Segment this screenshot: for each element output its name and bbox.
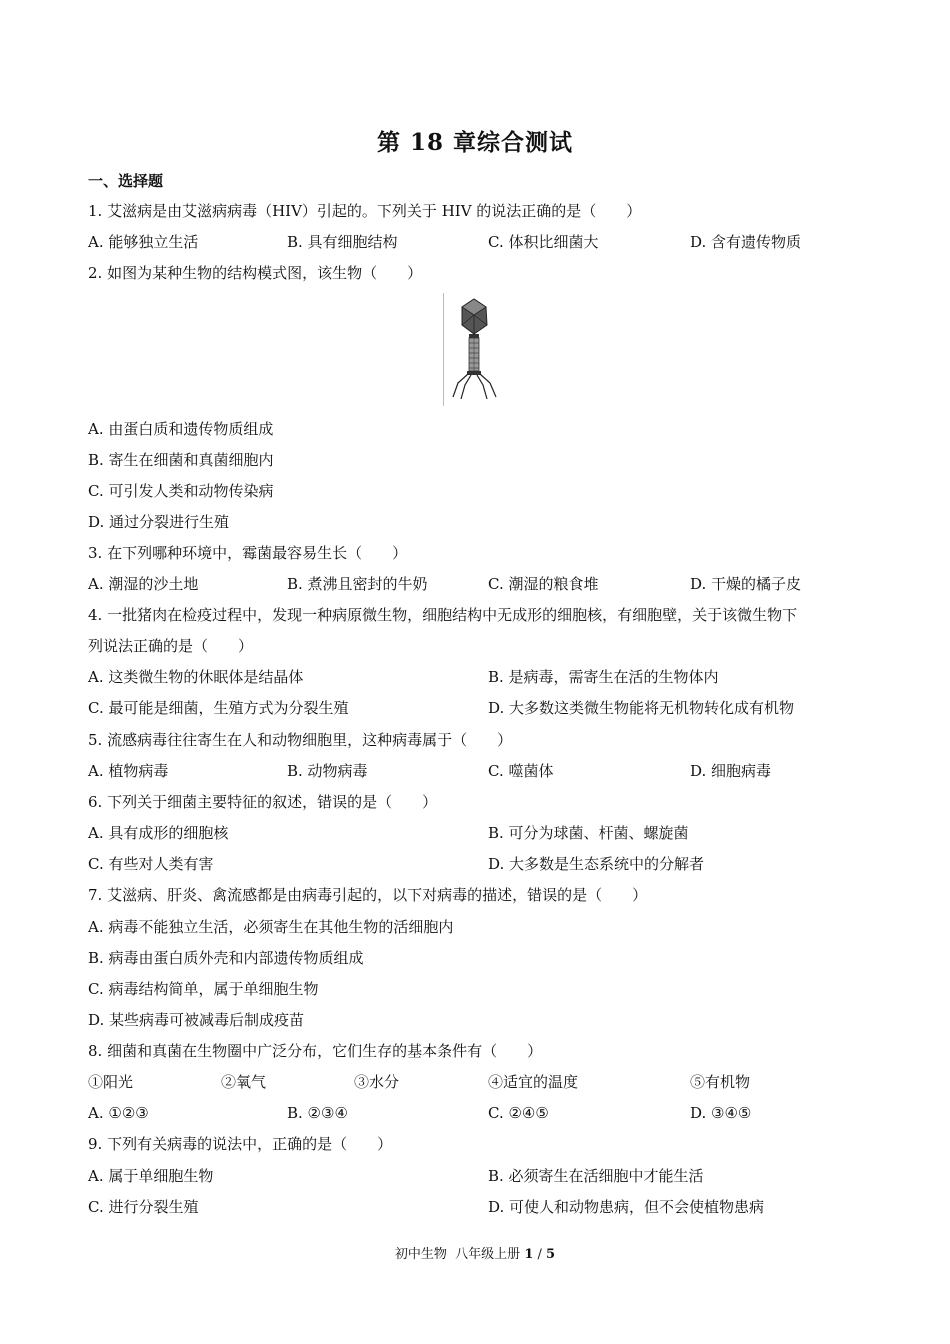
question-7-stem: 7. 艾滋病、肝炎、禽流感都是由病毒引起的，以下对病毒的描述，错误的是（ ）: [88, 886, 648, 904]
page-title: 第 18 章综合测试: [376, 129, 574, 156]
q8-option-d: D. ③④⑤: [690, 1104, 752, 1122]
q5-option-d: D. 细胞病毒: [690, 762, 772, 780]
q7-option-b: B. 病毒由蛋白质外壳和内部遗传物质组成: [88, 949, 364, 967]
question-6-options-row-1: [88, 822, 878, 844]
q6-option-d: D. 大多数是生态系统中的分解者: [488, 855, 705, 873]
q3-option-a: A. 潮湿的沙土地: [88, 575, 199, 593]
q8-item-3: ③水分: [354, 1073, 400, 1091]
question-4-options-row-2: [88, 697, 878, 719]
question-1-options: [88, 231, 878, 253]
question-4-stem-line-1: 4. 一批猪肉在检疫过程中，发现一种病原微生物，细胞结构中无成形的细胞核，有细胞壁，关于该微生物下: [88, 606, 798, 624]
question-9-stem: 9. 下列有关病毒的说法中，正确的是（ ）: [88, 1135, 393, 1153]
question-2-stem: 2. 如图为某种生物的结构模式图，该生物（ ）: [88, 264, 423, 282]
footer-total-pages: 5: [546, 1247, 556, 1262]
q6-option-a: A. 具有成形的细胞核: [88, 824, 229, 842]
q1-option-d: D. 含有遗传物质: [690, 233, 802, 251]
q8-option-a: A. ①②③: [88, 1104, 149, 1122]
question-1-stem: 1. 艾滋病是由艾滋病病毒（HIV）引起的。下列关于 HIV 的说法正确的是（ ）: [88, 202, 642, 220]
question-3-stem: 3. 在下列哪种环境中，霉菌最容易生长（ ）: [88, 544, 408, 562]
question-4-stem-line-2: 列说法正确的是（ ）: [88, 637, 254, 655]
question-9-options-row-2: [88, 1196, 878, 1218]
q9-option-a: A. 属于单细胞生物: [88, 1167, 214, 1185]
question-8-options: [88, 1102, 878, 1124]
q2-option-c: C. 可引发人类和动物传染病: [88, 482, 274, 500]
bacteriophage-icon: [441, 293, 511, 408]
q4-option-b: B. 是病毒，需寄生在活的生物体内: [488, 668, 719, 686]
q2-option-d: D. 通过分裂进行生殖: [88, 513, 230, 531]
question-4-options-row-1: [88, 666, 878, 688]
q3-option-d: D. 干燥的橘子皮: [690, 575, 802, 593]
q8-item-2: ②氧气: [221, 1073, 267, 1091]
footer-page-number: 1: [524, 1247, 534, 1262]
question-6-stem: 6. 下列关于细菌主要特征的叙述，错误的是（ ）: [88, 793, 438, 811]
question-8-stem: 8. 细菌和真菌在生物圈中广泛分布，它们生存的基本条件有（ ）: [88, 1042, 543, 1060]
q7-option-a: A. 病毒不能独立生活，必须寄生在其他生物的活细胞内: [88, 918, 454, 936]
q1-option-c: C. 体积比细菌大: [488, 233, 599, 251]
q9-option-b: B. 必须寄生在活细胞中才能生活: [488, 1167, 704, 1185]
q8-option-b: B. ②③④: [287, 1104, 348, 1122]
question-3-options: [88, 573, 878, 595]
q4-option-c: C. 最可能是细菌，生殖方式为分裂生殖: [88, 699, 349, 717]
q7-option-d: D. 某些病毒可被减毒后制成疫苗: [88, 1011, 305, 1029]
q6-option-c: C. 有些对人类有害: [88, 855, 214, 873]
q3-option-b: B. 煮沸且密封的牛奶: [287, 575, 428, 593]
q1-option-a: A. 能够独立生活: [88, 233, 199, 251]
q3-option-c: C. 潮湿的粮食堆: [488, 575, 599, 593]
q8-item-5: ⑤有机物: [690, 1073, 751, 1091]
q2-option-b: B. 寄生在细菌和真菌细胞内: [88, 451, 274, 469]
q8-item-1: ①阳光: [88, 1073, 134, 1091]
question-6-options-row-2: [88, 853, 878, 875]
q2-option-a: A. 由蛋白质和遗传物质组成: [88, 420, 274, 438]
q9-option-d: D. 可使人和动物患病，但不会使植物患病: [488, 1198, 765, 1216]
question-8-items: [88, 1071, 878, 1093]
question-9-options-row-1: [88, 1165, 878, 1187]
q8-option-c: C. ②④⑤: [488, 1104, 549, 1122]
q1-option-b: B. 具有细胞结构: [287, 233, 398, 251]
question-5-options: [88, 760, 878, 782]
bacteriophage-figure: [441, 293, 511, 408]
q6-option-b: B. 可分为球菌、杆菌、螺旋菌: [488, 824, 689, 842]
q5-option-a: A. 植物病毒: [88, 762, 169, 780]
footer-separator: /: [533, 1247, 547, 1262]
q8-item-4: ④适宜的温度: [488, 1073, 579, 1091]
q4-option-d: D. 大多数这类微生物能将无机物转化成有机物: [488, 699, 795, 717]
page-footer: [0, 1243, 950, 1262]
q7-option-c: C. 病毒结构简单，属于单细胞生物: [88, 980, 319, 998]
q4-option-a: A. 这类微生物的休眠体是结晶体: [88, 668, 304, 686]
q5-option-c: C. 噬菌体: [488, 762, 554, 780]
q5-option-b: B. 动物病毒: [287, 762, 368, 780]
question-5-stem: 5. 流感病毒往往寄生在人和动物细胞里，这种病毒属于（ ）: [88, 731, 513, 749]
q9-option-c: C. 进行分裂生殖: [88, 1198, 199, 1216]
footer-label: 初中生物 八年级上册: [394, 1247, 521, 1262]
section-heading: 一、选择题: [88, 172, 164, 190]
